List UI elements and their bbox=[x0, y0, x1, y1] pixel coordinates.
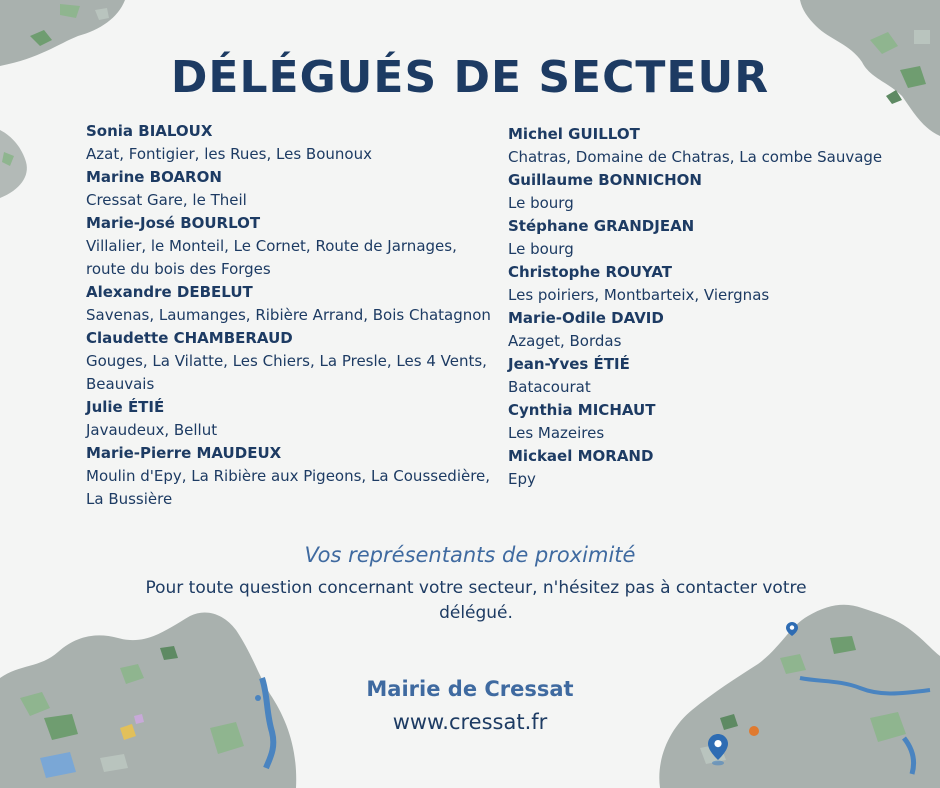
delegate-entry bbox=[86, 442, 516, 511]
delegates-left-column bbox=[86, 120, 516, 511]
delegate-areas: Les Mazeires bbox=[508, 424, 605, 442]
map-fragment-left bbox=[0, 130, 40, 200]
delegate-name: Jean-Yves ÉTIÉ bbox=[508, 355, 630, 373]
delegate-areas: Les poiriers, Montbarteix, Viergnas bbox=[508, 286, 770, 304]
delegate-name: Mickael MORAND bbox=[508, 447, 654, 465]
delegate-entry bbox=[508, 307, 928, 353]
delegate-entry bbox=[86, 212, 516, 281]
delegate-areas: Cressat Gare, le Theil bbox=[86, 191, 247, 209]
delegate-entry bbox=[86, 281, 516, 327]
organization-name: Mairie de Cressat bbox=[366, 677, 574, 701]
delegate-areas: Gouges, La Vilatte, Les Chiers, La Presle, Les 4 Vents, Beauvais bbox=[86, 352, 487, 393]
page-title: DÉLÉGUÉS DE SECTEUR bbox=[170, 52, 770, 103]
delegate-name: Christophe ROUYAT bbox=[508, 263, 673, 281]
delegate-areas: Batacourat bbox=[508, 378, 591, 396]
delegate-entry bbox=[508, 215, 928, 261]
delegate-name: Sonia BIALOUX bbox=[86, 122, 213, 140]
delegate-areas: Azaget, Bordas bbox=[508, 332, 622, 350]
delegate-entry bbox=[508, 353, 928, 399]
delegate-entry bbox=[508, 399, 928, 445]
map-pin-icon bbox=[708, 734, 728, 766]
delegate-name: Guillaume BONNICHON bbox=[508, 171, 702, 189]
delegate-name: Marie-José BOURLOT bbox=[86, 214, 261, 232]
contact-text: Pour toute question concernant votre secteur, n'hésitez pas à contacter votre délégué. bbox=[145, 578, 807, 623]
delegate-name: Cynthia MICHAUT bbox=[508, 401, 656, 419]
delegate-areas: Javaudeux, Bellut bbox=[86, 421, 218, 439]
delegate-areas: Le bourg bbox=[508, 194, 574, 212]
delegate-entry bbox=[508, 261, 928, 307]
delegate-entry bbox=[86, 327, 516, 396]
delegate-name: Marie-Pierre MAUDEUX bbox=[86, 444, 282, 462]
delegate-name: Stéphane GRANDJEAN bbox=[508, 217, 695, 235]
delegate-entry bbox=[508, 445, 928, 491]
delegate-name: Marie-Odile DAVID bbox=[508, 309, 664, 327]
delegate-name: Claudette CHAMBERAUD bbox=[86, 329, 293, 347]
delegate-areas: Le bourg bbox=[508, 240, 574, 258]
delegate-name: Alexandre DEBELUT bbox=[86, 283, 253, 301]
delegates-right-column bbox=[508, 123, 928, 491]
delegate-areas: Villalier, le Monteil, Le Cornet, Route de Jarnages, route du bois des Forges bbox=[86, 237, 457, 278]
delegate-name: Michel GUILLOT bbox=[508, 125, 640, 143]
delegate-areas: Epy bbox=[508, 470, 536, 488]
delegate-name: Julie ÉTIÉ bbox=[86, 398, 165, 416]
delegate-areas: Moulin d'Epy, La Ribière aux Pigeons, La Coussedière, La Bussière bbox=[86, 467, 491, 508]
website-link[interactable]: www.cressat.fr bbox=[392, 710, 548, 734]
delegate-entry bbox=[86, 166, 516, 212]
delegate-name: Marine BOARON bbox=[86, 168, 222, 186]
delegate-entry bbox=[508, 169, 928, 215]
delegate-entry bbox=[86, 120, 516, 166]
delegate-areas: Azat, Fontigier, les Rues, Les Bounoux bbox=[86, 145, 372, 163]
delegate-areas: Chatras, Domaine de Chatras, La combe Sauvage bbox=[508, 148, 883, 166]
delegate-entry bbox=[86, 396, 516, 442]
delegate-entry bbox=[508, 123, 928, 169]
delegate-areas: Savenas, Laumanges, Ribière Arrand, Bois Chatagnon bbox=[86, 306, 491, 324]
subtitle: Vos représentants de proximité bbox=[304, 543, 636, 567]
